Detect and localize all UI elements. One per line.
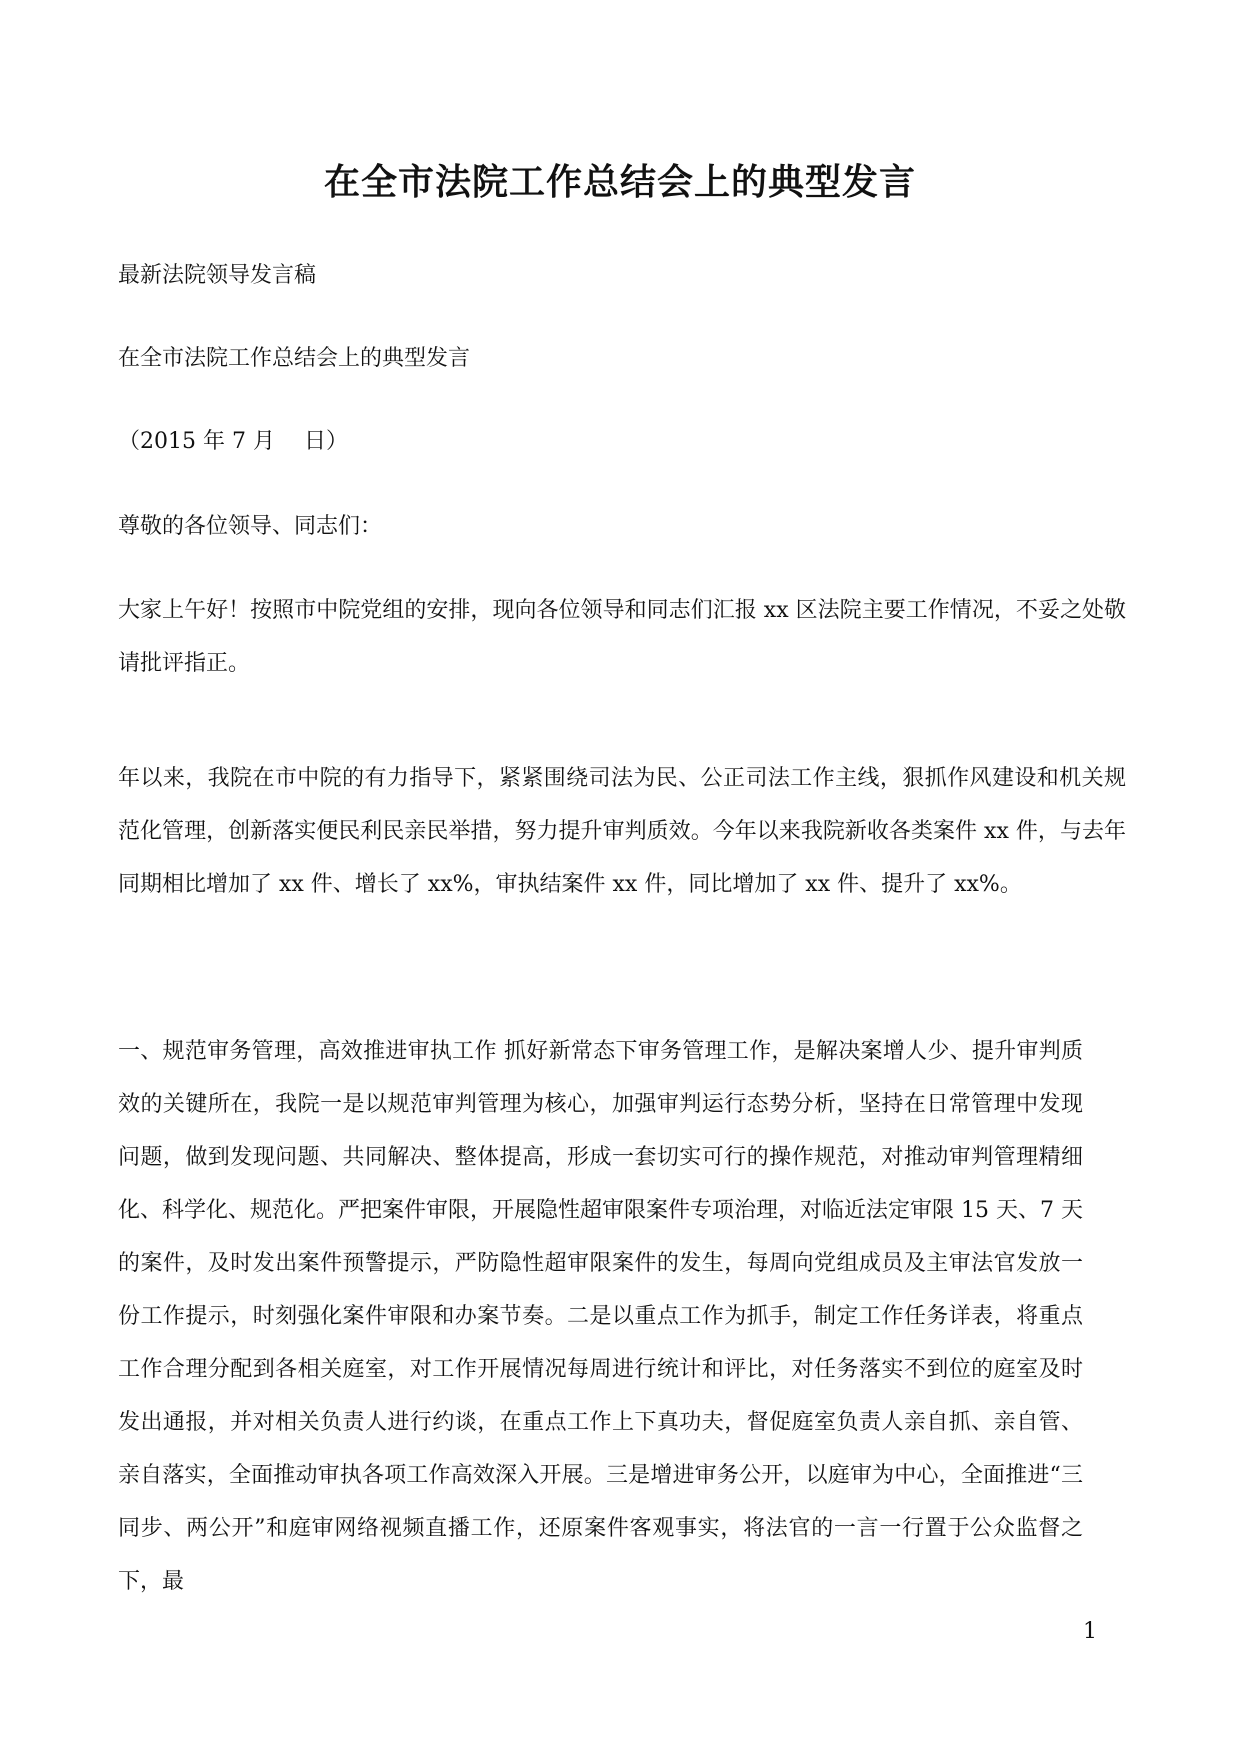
category-line: 最新法院领导发言稿 bbox=[118, 263, 317, 288]
body-paragraph-1: 大家上午好！按照市中院党组的安排，现向各位领导和同志们汇报 xx 区法院主要工作情况，不妥之处敬请批评指正。 bbox=[118, 598, 1126, 676]
document-title: 在全市法院工作总结会上的典型发言 bbox=[323, 161, 916, 203]
page-number: 1 bbox=[1083, 1619, 1097, 1644]
subtitle-line: 在全市法院工作总结会上的典型发言 bbox=[118, 346, 471, 371]
body-paragraph-3: 一、规范审务管理，高效推进审执工作 抓好新常态下审务管理工作，是解决案增人少、提升审判质效的关键所在，我院一是以规范审判管理为核心，加强审判运行态势分析，坚持在日常管理中发现问题，做到发现问题、共同解决、整体提高，形成一套切实可行的操作规范，对推动审判管理精细化、科学化、规范化。严把案件审限，开展隐性超审限案件专项治理，对临近法定审限 15 天、7 天的案件，及时发出案件预警提示，严防隐性超审限案件的发生，每周向党组成员及主审法官发放一份工作提示，时刻强化案件审限和办案节奏。二是以重点工作为抓手，制定工作任务详表，将重点工作合理分配到各相关庭室，对工作开展情况每周进行统计和评比，对任务落实不到位的庭室及时发出通报，并对相关负责人进行约谈，在重点工作上下真功夫，督促庭室负责人亲自抓、亲自管、亲自落实，全面推动审执各项工作高效深入开展。三是增进审务公开，以庭审为中心，全面推进“三同步、两公开”和庭审网络视频直播工作，还原案件客观事实，将法官的一言一行置于公众监督之下，最 bbox=[118, 1039, 1083, 1594]
date-line: （2015 年 7 月 日） bbox=[118, 429, 348, 454]
salutation: 尊敬的各位领导、同志们： bbox=[118, 514, 383, 539]
body-paragraph-2: 年以来，我院在市中院的有力指导下，紧紧围绕司法为民、公正司法工作主线，狠抓作风建设和机关规范化管理，创新落实便民利民亲民举措，努力提升审判质效。今年以来我院新收各类案件 xx 件，与去年同期相比增加了 xx 件、增长了 xx%，审执结案件 xx 件，同比增加了 xx 件、提升了 xx%。 bbox=[118, 766, 1126, 897]
